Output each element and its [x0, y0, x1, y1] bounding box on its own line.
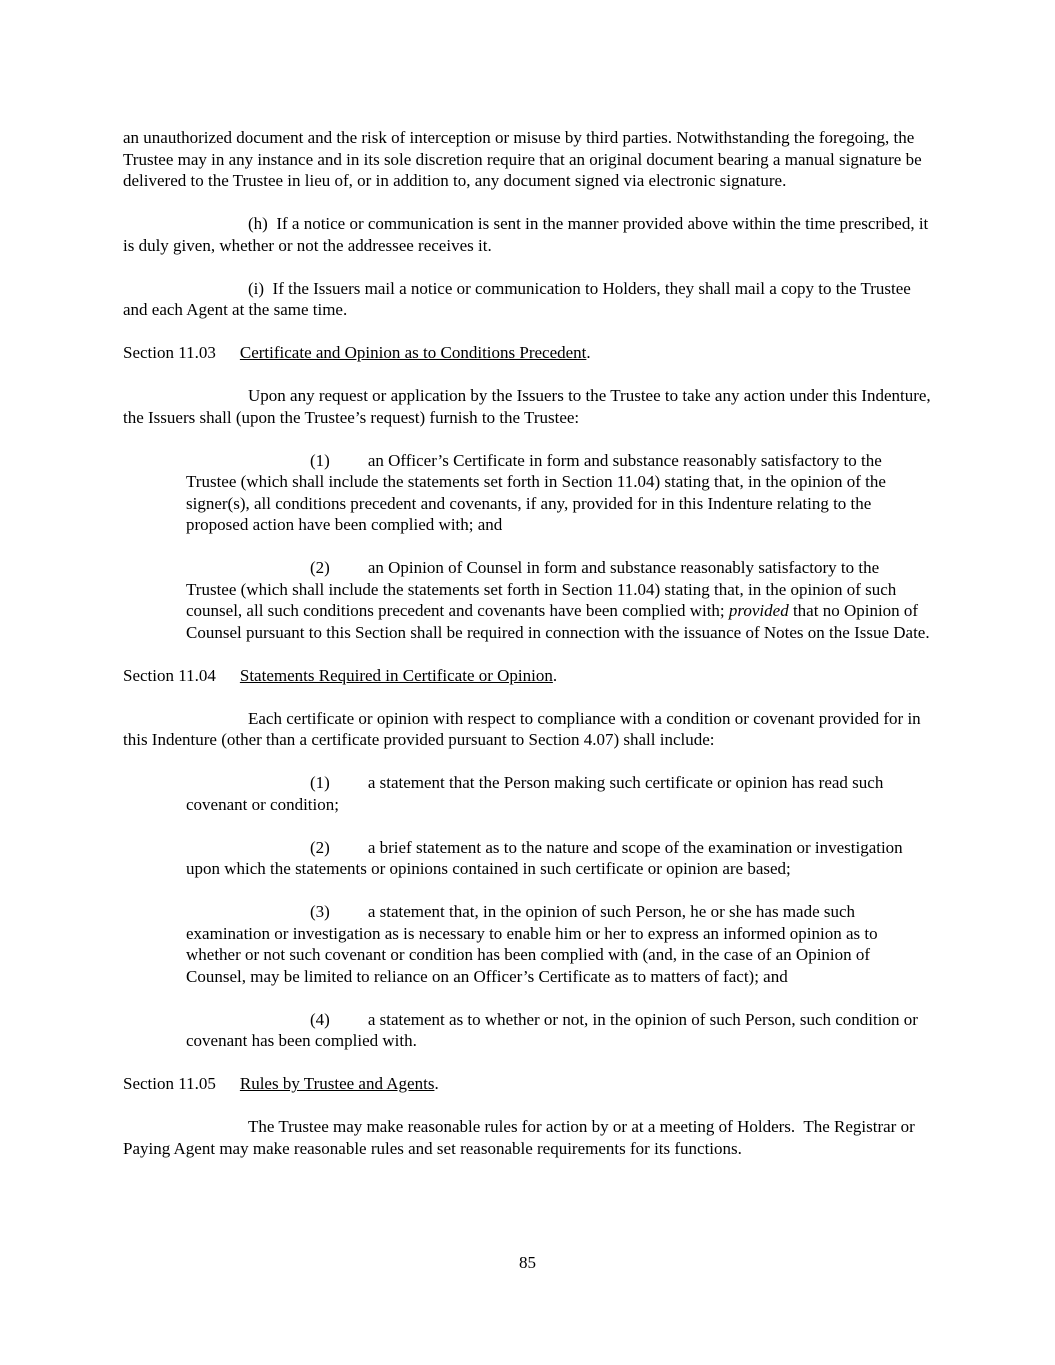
section-heading-11-05: [123, 1073, 932, 1095]
item-number: (1): [310, 773, 330, 792]
paragraph-i: (i) If the Issuers mail a notice or communication to Holders, they shall mail a copy to the Trustee and each Agent at the same time.: [123, 278, 916, 319]
paragraph-trustee-rules: The Trustee may make reasonable rules for action by or at a meeting of Holders. The Registrar or Paying Agent may make reasonable rules and set reasonable requirements for its functions.: [123, 1117, 919, 1158]
section-heading-11-03: [123, 342, 932, 364]
item-number: (2): [310, 837, 330, 857]
list-item-1104-2: [186, 837, 932, 880]
section-label: Section 11.05: [123, 1074, 216, 1093]
item-number: (3): [310, 902, 330, 921]
paragraph-upon-request: Upon any request or application by the Issuers to the Trustee to take any action under this Indenture, the Issuers shall (upon the Trustee’s request) furnish to the Trustee:: [123, 386, 935, 427]
paragraph-each-certificate: Each certificate or opinion with respect to compliance with a condition or covenant provided for in this Indenture (other than a certificate provided pursuant to Section 4.07) shall include:: [123, 708, 925, 749]
list-item-1104-4: [186, 1009, 932, 1052]
section-title: Rules by Trustee and Agents: [239, 1074, 435, 1093]
section-title-period: .: [552, 665, 558, 685]
list-item-1104-3: [186, 901, 932, 987]
section-title-period: .: [586, 343, 591, 362]
list-item-1104-1: [186, 772, 932, 815]
item-text-italic: provided: [728, 601, 789, 620]
item-number: (1): [310, 450, 330, 470]
item-text: a statement that the Person making such certificate or opinion has read such covenant or condition;: [186, 773, 888, 814]
section-label: Section 11.04: [123, 665, 216, 685]
section-title-period: .: [434, 1074, 439, 1093]
item-text-after: that no Opinion of Counsel pursuant to this Section shall be required in connection with the issuance of Notes on the Issue Date.: [186, 601, 930, 642]
item-text: a brief statement as to the nature and scope of the examination or investigation upon which the statements or opinions contained in such certificate or opinion are based;: [186, 837, 907, 878]
item-number: (2): [310, 558, 330, 577]
paragraph-continuation: an unauthorized document and the risk of interception or misuse by third parties. Notwithstanding the foregoing, the Trustee may in any instance and in its sole discretion require that an original document bearing a manual signature be delivered to the Trustee in lieu of, or in addition to, any document signed via electronic signature.: [123, 128, 926, 190]
page-number: 85: [519, 1253, 536, 1272]
paragraph-h: (h) If a notice or communication is sent in the manner provided above within the time prescribed, it is duly given, whether or not the addressee receives it.: [123, 214, 933, 255]
section-title: Certificate and Opinion as to Conditions Precedent: [239, 343, 587, 362]
list-item-1103-1: [186, 450, 932, 536]
section-title: Statements Required in Certificate or Opinion: [239, 665, 553, 685]
item-text: a statement as to whether or not, in the opinion of such Person, such condition or covenant has been complied with.: [186, 1009, 923, 1050]
item-text: a statement that, in the opinion of such Person, he or she has made such examination or investigation as is necessary to enable him or her to express an informed opinion as to whether or not such covenant or condition has been complied with (and, in the case of an Opinion of Counsel, may be limited to reliance on an Officer’s Certificate as to matters of fact); and: [186, 902, 882, 986]
item-text-before: an Opinion of Counsel in form and substance reasonably satisfactory to the Trustee (which shall include the statements set forth in Section 11.04) stating that, in the opinion of such counsel, all such conditions precedent and covenants have been complied with;: [186, 558, 901, 620]
item-text: an Officer’s Certificate in form and substance reasonably satisfactory to the Trustee (which shall include the statements set forth in Section 11.04) stating that, in the opinion of the signer(s), all conditions precedent and covenants, if any, provided for in this Indenture relating to the proposed action have been complied with; and: [186, 450, 891, 534]
section-heading-11-04: [123, 665, 932, 687]
list-item-1103-2: [186, 557, 932, 643]
item-number: (4): [310, 1009, 330, 1029]
section-label: Section 11.03: [123, 343, 216, 362]
